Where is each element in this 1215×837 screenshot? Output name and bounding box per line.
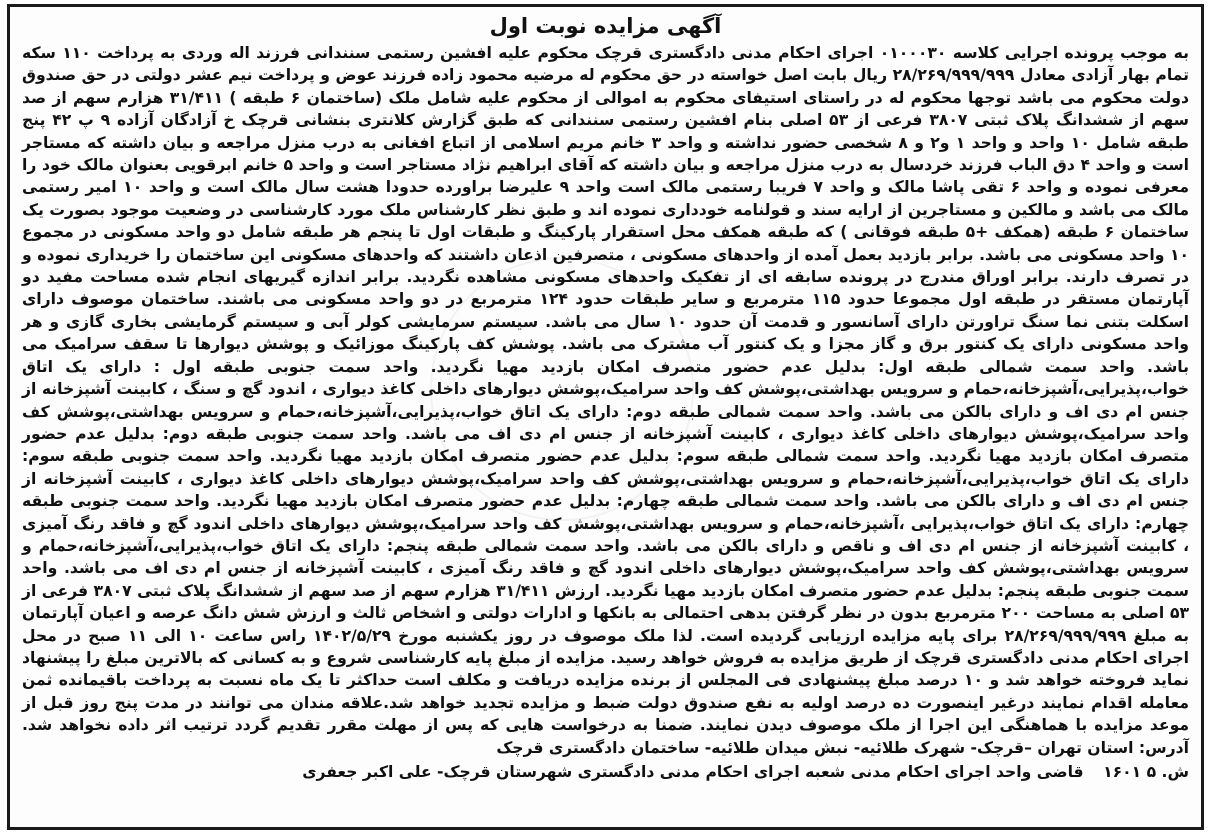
notice-number: ش. ۵ ۱۶۰۱ xyxy=(1103,763,1189,781)
notice-title: آگهی مزایده نوبت اول xyxy=(489,14,722,38)
notice-footer xyxy=(22,761,1189,783)
notice-body: به موجب پرونده اجرایی کلاسه ۰۱۰۰۰۳۰ اجرای احکام مدنی دادگستری قرچک محکوم علیه افشین رستمی سنندانی فرزند اله وردی به پرداخت ۱۱۰ سکه تمام بهار آزادی معادل ۲۸/۲۶۹/۹۹۹/۹۹۹ ریال بابت اصل خواسته در حق محکوم له مرضیه محمود زاده فرزند عوض و پرداخت نیم عشر دولتی در حق صندوق دولت محکوم می باشد توجها محکوم له در راستای استیفای محکوم به اموالی از محکوم علیه شامل ملک (ساختمان ۶ طبقه ) ۳۱/۴۱۱ هزارم سهم از صد سهم از ششدانگ پلاک ثبتی ۳۸۰۷ فرعی از ۵۳ اصلی بنام افشین رستمی سنندانی که طبق گزارش کلانتری بنشانی قرچک خ آزادگان آزاده ۹ پ ۴۲ پنج طبقه شامل ۱۰ واحد و واحد ۱ و۲ و ۸ شخصی حضور نداشته و واحد ۳ خانم مریم اسلامی از اتباع افغانی به درب منزل مراجعه و بیان داشته که مستاجر است و واحد ۴ دق الباب فرزند خردسال به درب منزل مراجعه و بیان داشته که آقای ابراهیم نژاد مستاجر است و واحد ۵ خانم ابرقویی بعنوان مالک خود را معرفی نموده و واحد ۶ تقی پاشا مالک و واحد ۷ فریبا رستمی مالک است واحد ۹ علیرضا براورده حدودا هشت سال مالک است و واحد ۱۰ امیر رستمی مالک می باشد و مالکین و مستاجرین از ارایه سند و قولنامه خودداری نموده اند و طبق نظر کارشناس ملک مورد کارشناسی در وضعیت موجود بصورت یک ساختمان ۶ طبقه (همکف +۵ طبقه فوقانی ) که طبقه همکف محل استقرار پارکینگ و طبقات اول تا پنجم هر طبقه شامل دو واحد مسکونی در مجموع ۱۰ واحد مسکونی می باشد. برابر بازدید بعمل آمده از واحدهای مسکونی ، متصرفین اذعان داشتند که واحدهای مسکونی این ساختمان را خریداری نموده و در تصرف دارند. برابر اوراق مندرج در پرونده سابقه ای از تفکیک واحدهای مسکونی مشاهده نگردید. برابر اندازه گیریهای انجام شده مساحت مفید دو آپارتمان مستقر در طبقه اول مجموعا حدود ۱۱۵ مترمربع و سایر طبقات حدود ۱۲۴ مترمربع در دو واحد مسکونی می باشند. ساختمان موصوف دارای اسکلت بتنی نما سنگ تراورتن دارای آسانسور و قدمت آن حدود ۱۰ سال می باشد. سیستم سرمایشی کولر آبی و سیستم گرمایشی بخاری گازی و هر واحد مسکونی دارای یک کنتور برق و گاز مجزا و یک کنتور آب مشترک می باشد. پوشش کف پارکینگ موزائیک و پوشش دیوارها تا سقف سرامیک می باشد. واحد سمت شمالی طبقه اول: بدلیل عدم حضور متصرف امکان بازدید مهیا نگردید. واحد سمت جنوبی طبقه اول : دارای یک اتاق خواب،پذیرایی،آشپزخانه،حمام و سرویس بهداشتی،پوشش کف واحد سرامیک،پوشش دیوارهای داخلی کاغذ دیواری ، اندود گچ و سنگ ، کابینت آشپزخانه از جنس ام دی اف و دارای بالکن می باشد. واحد سمت شمالی طبقه دوم: دارای یک اتاق خواب،پذیرایی،آشپزخانه،حمام و سرویس بهداشتی،پوشش کف واحد سرامیک،پوشش دیوارهای داخلی کاغذ دیواری ، کابینت آشپزخانه از جنس ام دی اف می باشد. واحد سمت جنوبی طبقه دوم: بدلیل عدم حضور متصرف امکان بازدید مهیا نگردید. واحد سمت شمالی طبقه سوم: بدلیل عدم حضور متصرف امکان بازدید مهیا نگردید. واحد سمت جنوبی طبقه سوم: دارای یک اتاق خواب،پذیرایی،آشپزخانه،حمام و سرویس بهداشتی،پوشش کف واحد سرامیک،پوشش دیوارهای داخلی کاغذ دیواری ، کابینت آشپزخانه از جنس ام دی اف و دارای بالکن می باشد. واحد سمت شمالی طبقه چهارم: بدلیل عدم حضور متصرف امکان بازدید مهیا نگردید. واحد سمت جنوبی طبقه چهارم: دارای یک اتاق خواب،پذیرایی ،آشپزخانه،حمام و سرویس بهداشتی،پوشش کف واحد سرامیک،پوشش دیوارهای داخلی اندود گچ و فاقد رنگ آمیزی ، کابینت آشپزخانه از جنس ام دی اف و ناقص و دارای بالکن می باشد. واحد سمت شمالی طبقه پنجم: دارای یک اتاق خواب،پذیرایی،آشپزخانه،حمام و سرویس بهداشتی،پوشش کف واحد سرامیک،پوشش دیوارهای داخلی اندود گچ و فاقد رنگ آمیزی ، کابینت آشپزخانه از جنس ام دی اف می باشد. واحد سمت جنوبی طبقه پنجم: بدلیل عدم حضور متصرف امکان بازدید مهیا نگردید. ارزش ۳۱/۴۱۱ هزارم سهم از صد سهم از ششدانگ پلاک ثبتی ۳۸۰۷ فرعی از ۵۳ اصلی به مساحت ۲۰۰ مترمربع بدون در نظر گرفتن بدهی احتمالی به بانکها و ادارات دولتی و اشخاص ثالث و ارزش شش دانگ عرصه و اعیان آپارتمان به مبلغ ۲۸/۲۶۹/۹۹۹/۹۹۹ برای پایه مزایده ارزیابی گردیده است. لذا ملک موصوف در روز یکشنبه مورخ ۱۴۰۲/۵/۲۹ راس ساعت ۱۰ الی ۱۱ صبح در محل اجرای احکام مدنی دادگستری قرچک از طریق مزایده به فروش خواهد رسید. مزایده از مبلغ پایه کارشناسی شروع و به کسانی که بالاترین مبلغ را پیشنهاد نماید فروخته خواهد شد و ۱۰ درصد مبلغ پیشنهادی فی المجلس از برنده مزایده دریافت و مکلف است حداکثر تا یک ماه نسبت به پرداخت باقیمانده ثمن معامله اقدام نمایند درغیر اینصورت ده درصد اولیه به نفع صندوق دولت ضبط و مزایده تجدید خواهد شد.علاقه مندان می توانند در مدت پنج روز قبل از موعد مزایده با هماهنگی این اجرا از ملک موصوف دیدن نمایند. ضمنا به درخواست هایی که پس از مهلت مقرر تقدیم گردد ترتیب اثر داده نخواهد شد. آدرس: استان تهران –قرچک- شهرک طلائیه- نبش میدان طلائیه- ساختمان دادگستری قرچک xyxy=(22,44,1190,757)
notice-signature: قاضی واحد اجرای احکام مدنی شعبه اجرای احکام مدنی دادگستری شهرستان قرچک- علی اکبر جعفری xyxy=(302,763,1084,781)
auction-notice xyxy=(7,4,1204,830)
